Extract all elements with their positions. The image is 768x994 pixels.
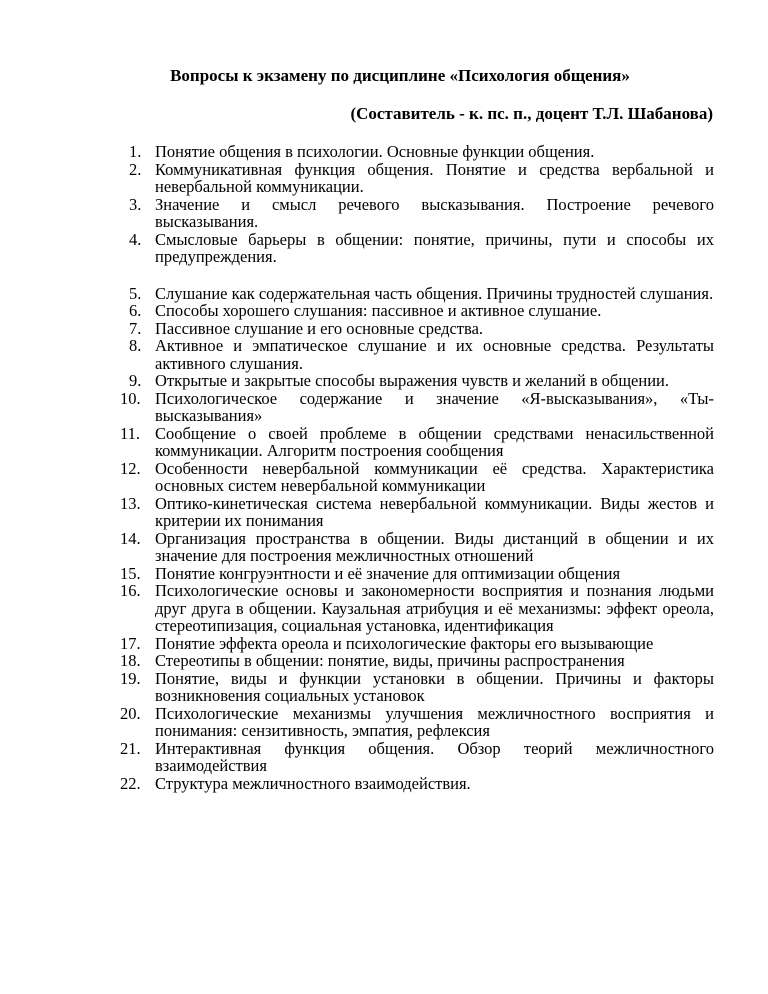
question-text: Особенности невербальной коммуникации её средства. Характеристика основных систем невербальной коммуникации [155,458,714,495]
question-number: 10. [120,388,141,408]
question-number: 2. [129,159,142,179]
question-text: Пассивное слушание и его основные средства. [155,318,484,338]
question-number: 16. [120,581,141,600]
question-text: Психологические механизмы улучшения межличностного восприятия и понимания: сензитивность, эмпатия, рефлексия [155,703,714,740]
question-number: 12. [120,458,141,478]
question-text: Интерактивная функция общения. Обзор теорий межличностного взаимодействия [155,738,714,775]
question-number: 4. [129,229,142,249]
question-text: Психологическое содержание и значение «Я-высказывания», «Ты-высказывания» [155,388,714,425]
question-item [120,320,714,338]
question-number: 20. [120,703,141,723]
question-item [120,495,714,530]
question-item [120,652,714,670]
question-number: 18. [120,651,141,670]
question-list [120,143,714,792]
question-text: Активное и эмпатическое слушание и их основные средства. Результаты активного слушания. [155,336,714,373]
question-number: 19. [120,668,141,688]
question-number: 7. [129,318,142,338]
question-number: 8. [129,336,142,355]
question-text: Коммуникативная функция общения. Понятие и средства вербальной и невербальной коммуникации. [155,159,714,196]
question-text: Способы хорошего слушания: пассивное и активное слушание. [155,301,602,320]
question-text: Оптико-кинетическая система невербальной коммуникации. Виды жестов и критерии их понимания [155,493,714,530]
question-number: 13. [120,493,141,513]
question-item [120,161,714,196]
question-item [120,372,714,390]
question-number: 15. [120,563,141,583]
question-number: 17. [120,633,141,653]
question-item [120,775,714,793]
question-text: Стереотипы в общении: понятие, виды, причины распространения [155,651,625,670]
question-item [120,530,714,565]
document-title: Вопросы к экзамену по дисциплине «Психология общения» [170,66,630,85]
question-item [120,285,714,303]
question-number: 22. [120,773,141,793]
question-item [120,582,714,635]
question-item [120,565,714,583]
document-subtitle: (Составитель - к. пс. п., доцент Т.Л. Шабанова) [350,104,713,123]
question-item [120,390,714,425]
question-number: 21. [120,738,141,758]
question-number: 14. [120,528,141,548]
question-item [120,670,714,705]
question-text: Понятие, виды и функции установки в общении. Причины и факторы возникновения социальных установок [155,668,714,705]
question-item [120,337,714,372]
question-text: Психологические основы и закономерности восприятия и познания людьми друг друга в общении. Каузальная атрибуция и её механизмы: эффект ореола, стереотипизация, социальная установка, идентификация [155,581,714,635]
question-item [120,740,714,775]
question-text: Открытые и закрытые способы выражения чувств и желаний в общении. [155,371,669,390]
question-number: 9. [129,371,142,390]
question-item [120,425,714,460]
question-item [120,196,714,231]
question-number: 11. [120,423,141,443]
question-number: 1. [129,142,142,161]
question-item [120,231,714,266]
question-item [120,635,714,653]
question-text: Смысловые барьеры в общении: понятие, причины, пути и способы их предупреждения. [155,229,714,266]
question-number: 6. [129,301,142,320]
question-text: Значение и смысл речевого высказывания. Построение речевого высказывания. [155,194,714,231]
question-text: Слушание как содержательная часть общения. Причины трудностей слушания. [155,283,714,303]
question-item [120,143,714,161]
question-item [120,705,714,740]
question-number: 5. [129,283,142,303]
question-text: Понятие эффекта ореола и психологические факторы его вызывающие [155,633,654,653]
question-text: Понятие конгруэнтности и её значение для оптимизации общения [155,563,621,583]
question-text: Сообщение о своей проблеме в общении средствами ненасильственной коммуникации. Алгоритм построения сообщения [155,423,714,460]
question-number: 3. [129,194,142,214]
question-item [120,302,714,320]
question-text: Понятие общения в психологии. Основные функции общения. [155,142,595,161]
question-text: Организация пространства в общении. Виды дистанций в общении и их значение для построения межличностных отношений [155,528,714,565]
question-item [120,460,714,495]
question-text: Структура межличностного взаимодействия. [155,773,471,793]
